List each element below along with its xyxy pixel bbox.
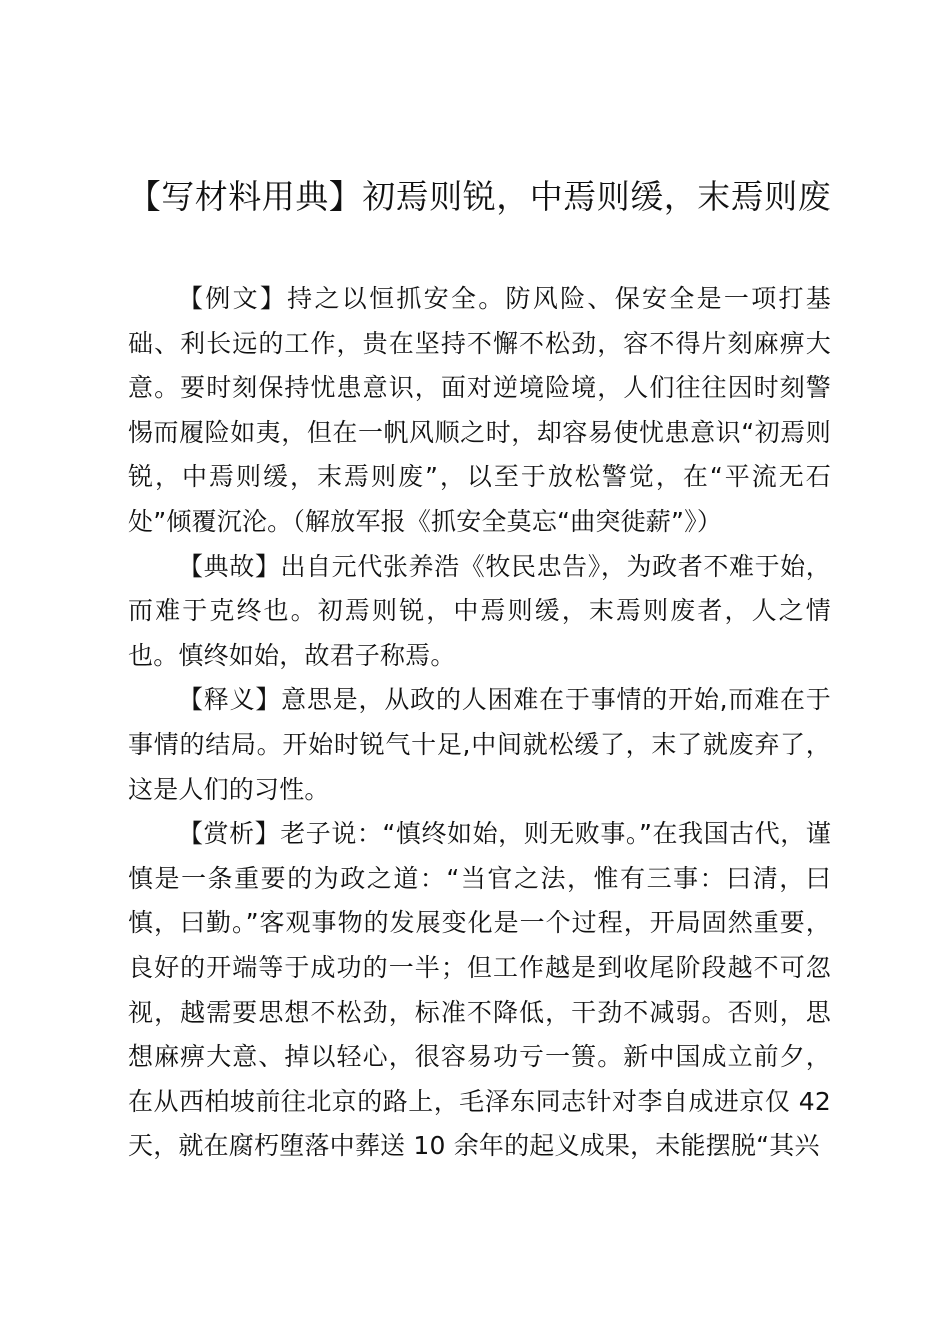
paragraph-allusion: 【典故】出自元代张养浩《牧民忠告》，为政者不难于始，而难于克终也。初焉则锐，中焉则缓，末焉则废者，人之情也。慎终如始，故君子称焉。 (128, 551, 831, 670)
document-body (128, 277, 831, 1169)
document-title: 【写材料用典】初焉则锐，中焉则缓，末焉则废 (127, 177, 832, 216)
paragraph-analysis: 【赏析】老子说：“慎终如始，则无败事。”在我国古代，谨慎是一条重要的为政之道：“当官之法，惟有三事：曰清，曰慎，曰勤。”客观事物的发展变化是一个过程，开局固然重要，良好的开端等于成功的一半；但工作越是到收尾阶段越不可忽视，越需要思想不松劲，标准不降低，干劲不减弱。否则，思想麻痹大意、掉以轻心，很容易功亏一篑。新中国成立前夕，在从西柏坡前往北京的路上，毛泽东同志针对李自成进京仅 42 天，就在腐朽堕落中葬送 10 余年的起义成果，未能摆脱“其兴 (128, 819, 831, 1161)
paragraph-example: 【例文】持之以恒抓安全。防风险、保安全是一项打基础、利长远的工作，贵在坚持不懈不松劲，容不得片刻麻痹大意。要时刻保持忧患意识，面对逆境险境，人们往往因时刻警惕而履险如夷，但在一帆风顺之时，却容易使忧患意识“初焉则锐，中焉则缓，末焉则废”，以至于放松警觉，在“平流无石处”倾覆沉沦。（解放军报《抓安全莫忘“曲突徙薪”》） (128, 284, 831, 536)
paragraph-meaning: 【释义】意思是，从政的人困难在于事情的开始,而难在于事情的结局。开始时锐气十足,中间就松缓了，末了就废弃了，这是人们的习性。 (128, 685, 831, 804)
